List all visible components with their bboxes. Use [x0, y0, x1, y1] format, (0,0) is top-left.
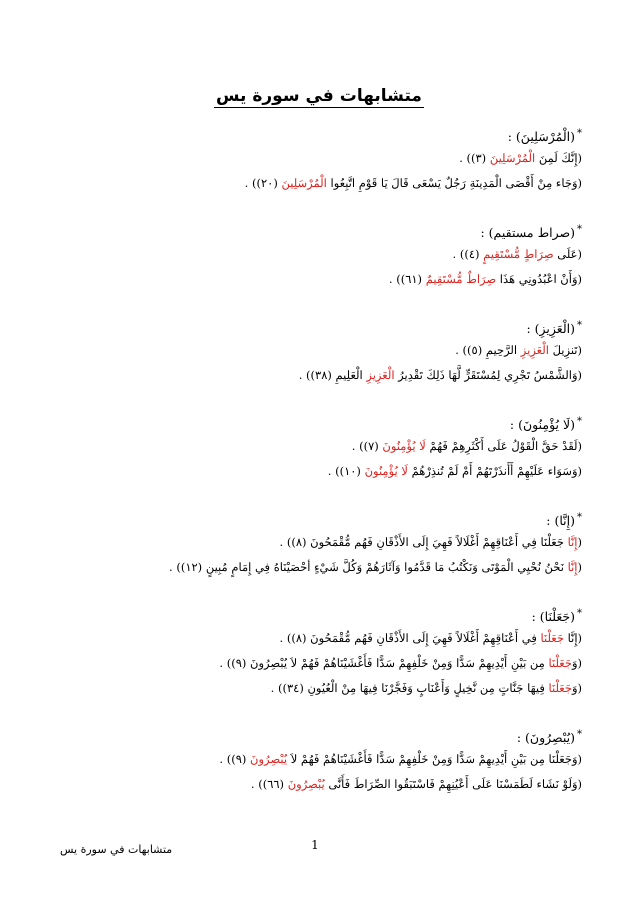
sections-container: [52, 122, 582, 819]
asterisk-icon: *: [577, 224, 582, 235]
section: [52, 314, 582, 388]
verse-text: فِي أَعْنَاقِهِمْ أَغْلَالاً فَهِيَ إِلَى الأَذْقَانِ فَهُم مُّقْمَحُونَ (٨)) .: [279, 631, 541, 645]
asterisk-icon: *: [577, 128, 582, 139]
asterisk-icon: *: [577, 608, 582, 619]
section-heading-text: (إِنَّا) :: [546, 513, 575, 529]
section-heading: [52, 314, 582, 338]
verse-text: الْعَلِيمِ (٣٨)) .: [298, 368, 367, 382]
verse-line: [52, 555, 582, 580]
verse-text: (٦١)) .: [388, 272, 426, 286]
verse-highlight: الْعَزِيزِ: [520, 343, 549, 357]
verse-line: [52, 747, 582, 772]
verse-text: (٧)) .: [351, 439, 383, 453]
asterisk-icon: *: [577, 416, 582, 427]
verse-highlight: جَعَلْنَا: [540, 631, 564, 645]
page-title: [0, 86, 638, 106]
verse-text: (تَنزِيلَ: [548, 343, 582, 357]
page-title-text: متشابهات في سورة يس: [216, 86, 422, 106]
asterisk-icon: *: [577, 320, 582, 331]
section: [52, 506, 582, 580]
verse-text: نَحْنُ نُحْيِي الْمَوْتَى وَنَكْتُبُ مَا قَدَّمُوا وَآثَارَهُمْ وَكُلَّ شَيْءٍ أحْصَيْنَاهُ فِي إِمَامٍ مُبِينٍ (١٢)) .: [169, 560, 568, 574]
verse-text: فِيهَا جَنَّاتٍ مِن نَّخِيلٍ وَأَعْنَابٍ وَفَجَّرْنَا فِيهَا مِنْ الْعُيُونِ (٣٤)) .: [270, 681, 549, 695]
verse-text: (: [577, 560, 582, 574]
section-heading: [52, 506, 582, 530]
section-heading-text: (جَعَلْنَا) :: [531, 609, 575, 625]
verse-line: [52, 338, 582, 363]
verse-line: [52, 267, 582, 292]
section-heading: [52, 410, 582, 434]
verse-text: (٢٠)) .: [244, 176, 282, 190]
verse-highlight: لَا يُؤْمِنُونَ: [364, 464, 408, 478]
verse-text: (وَسَوَاء عَلَيْهِمْ أَأَنذَرْتَهُمْ أَمْ لَمْ تُنذِرْهُمْ: [407, 464, 582, 478]
verse-text: (١٠)) .: [327, 464, 365, 478]
verse-text: (لَقَدْ حَقَّ الْقَوْلُ عَلَى أَكْثَرِهِمْ فَهُمْ: [425, 439, 582, 453]
verse-highlight: إِنَّا: [567, 535, 578, 549]
section: [52, 218, 582, 292]
verse-text: (٤)) .: [452, 247, 484, 261]
asterisk-icon: *: [577, 512, 582, 523]
verse-text: (٩)) .: [219, 752, 251, 766]
verse-text: (عَلَى: [553, 247, 582, 261]
section-heading: [52, 723, 582, 747]
verse-highlight: الْعَزِيزِ: [366, 368, 395, 382]
section: [52, 122, 582, 196]
verse-line: [52, 626, 582, 651]
section: [52, 723, 582, 797]
verse-text: (وَجَعَلْنَا مِن بَيْنِ أَيْدِيهِمْ سَدًّا وَمِنْ خَلْفِهِمْ سَدًّا فَأَغْشَيْنَاهُمْ فَهُمْ لاَ: [287, 752, 582, 766]
verse-line: [52, 772, 582, 797]
section-heading-text: (لَا يُؤْمِنُونَ) :: [509, 417, 575, 433]
section-heading-text: (الْمُرْسَلِينَ) :: [507, 129, 575, 145]
verse-text: جَعَلْنَا فِي أَعْنَاقِهِمْ أَغْلَالاً فَهِيَ إِلَى الأَذْقَانِ فَهُم مُّقْمَحُونَ (٨)) .: [279, 535, 568, 549]
verse-line: [52, 676, 582, 701]
verse-line: [52, 434, 582, 459]
section-heading: [52, 602, 582, 626]
verse-highlight: صِرَاطٍ مُّسْتَقِيمٍ: [483, 247, 554, 261]
section-heading-text: (صراط مستقيم) :: [480, 225, 575, 241]
verse-text: (وَ: [571, 681, 582, 695]
verse-highlight: صِرَاطٌ مُّسْتَقِيمٌ: [425, 272, 497, 286]
verse-highlight: لَا يُؤْمِنُونَ: [382, 439, 426, 453]
verse-line: [52, 171, 582, 196]
asterisk-icon: *: [577, 729, 582, 740]
verse-text: (: [577, 535, 582, 549]
verse-highlight: جَعَلْنَا: [548, 681, 572, 695]
verse-highlight: جَعَلْنَا: [548, 656, 572, 670]
verse-text: (وَأَنْ اعْبُدُونِي هَذَا: [496, 272, 582, 286]
verse-text: (وَالشَّمْسُ تَجْرِي لِمُسْتَقَرٍّ لَّهَا ذَلِكَ تَقْدِيرُ: [394, 368, 582, 382]
verse-text: (٦٦)) .: [250, 777, 288, 791]
verse-text: (٣)) .: [459, 151, 490, 165]
footer-title: متشابهات في سورة يس: [60, 843, 173, 856]
verse-text: (إِنَّكَ لَمِنَ: [535, 151, 582, 165]
verse-highlight: إِنَّا: [567, 560, 578, 574]
verse-highlight: يُبْصِرُونَ: [250, 752, 288, 766]
section-heading-text: (الْعَزِيزِ) :: [526, 321, 575, 337]
verse-line: [52, 651, 582, 676]
verse-line: [52, 530, 582, 555]
verse-text: (وَ: [571, 656, 582, 670]
verse-text: (وَجَاء مِنْ أَقْصَى الْمَدِينَةِ رَجُلٌ يَسْعَى قَالَ يَا قَوْمِ اتَّبِعُوا: [326, 176, 582, 190]
verse-highlight: يُبْصِرُونَ: [287, 777, 325, 791]
section-heading: [52, 218, 582, 242]
verse-line: [52, 363, 582, 388]
section: [52, 602, 582, 701]
section-heading: [52, 122, 582, 146]
verse-text: (إِنَّا: [563, 631, 582, 645]
verse-text: مِن بَيْنِ أَيْدِيهِمْ سَدًّا وَمِنْ خَلْفِهِمْ سَدًّا فَأَغْشَيْنَاهُمْ فَهُمْ لاَ يُبْصِرُونَ (٩)) .: [219, 656, 549, 670]
verse-line: [52, 146, 582, 171]
verse-line: [52, 242, 582, 267]
verse-highlight: الْمُرْسَلِينَ: [281, 176, 327, 190]
section: [52, 410, 582, 484]
section-heading-text: (يُبْصِرُونَ) :: [516, 730, 575, 746]
verse-highlight: الْمُرْسَلِينَ: [489, 151, 536, 165]
page-number: 1: [311, 838, 319, 852]
verse-text: الرَّحِيمِ (٥)) .: [455, 343, 521, 357]
verse-line: [52, 459, 582, 484]
verse-text: (وَلَوْ نَشَاء لَطَمَسْنَا عَلَى أَعْيُنِهِمْ فَاسْتَبَقُوا الصِّرَاطَ فَأَنَّى: [324, 777, 582, 791]
